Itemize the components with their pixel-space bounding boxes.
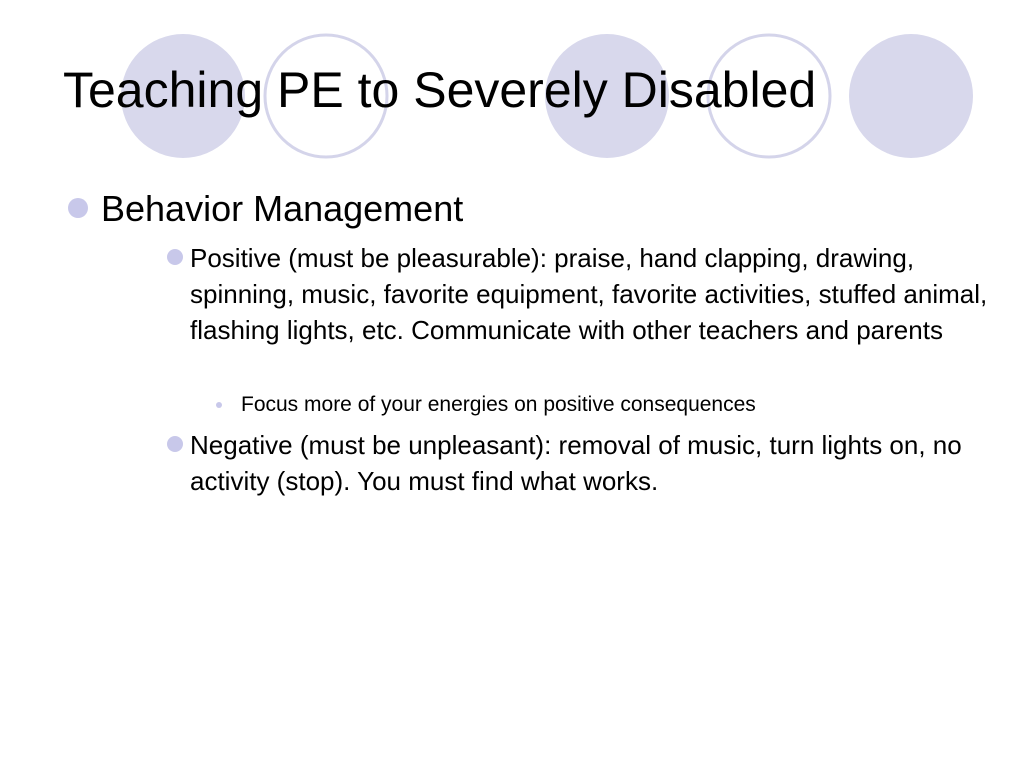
filled-circle-3 [849,34,973,158]
sub-bullet-positive: Positive (must be pleasurable): praise, hand clapping, drawing, spinning, music, favorite equipment, favorite activities, stuffed animal, flashing lights, etc. Communicate with other teachers and parents [190,243,988,345]
sub-sub-bullet-dot-icon [216,402,222,408]
bullet-dot-icon [68,198,88,218]
sub-bullet-dot-icon [167,249,183,265]
bullet-behavior-management: Behavior Management [101,188,464,229]
sub-sub-bullet-focus: Focus more of your energies on positive consequences [241,393,756,416]
slide-title: Teaching PE to Severely Disabled [63,62,817,118]
sub-bullet-negative: Negative (must be unpleasant): removal of music, turn lights on, no activity (stop). You must find what works. [190,430,962,496]
sub-bullet-dot-icon [167,436,183,452]
